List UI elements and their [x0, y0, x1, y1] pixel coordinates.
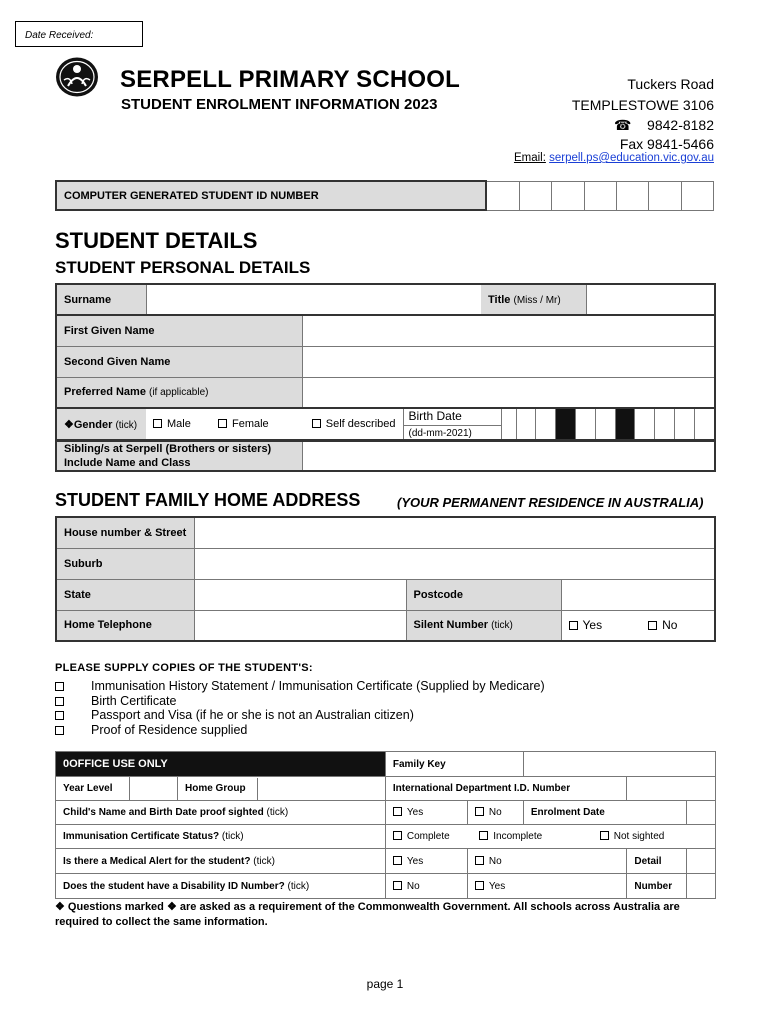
document-item[interactable]: Birth Certificate [55, 694, 176, 708]
student-id-label: COMPUTER GENERATED STUDENT ID NUMBER [56, 181, 486, 210]
student-id-digit[interactable] [519, 181, 551, 210]
date-received-box: Date Received: [15, 21, 143, 47]
checkbox-icon[interactable] [55, 697, 64, 706]
gender-male-option[interactable]: Male [146, 408, 211, 440]
checkbox-icon[interactable] [393, 856, 402, 865]
checkbox-icon[interactable] [479, 831, 488, 840]
sibling-row [55, 440, 716, 472]
intl-id-input[interactable] [627, 777, 716, 801]
medical-alert-yes[interactable]: Yes [385, 849, 467, 874]
family-key-input[interactable] [523, 752, 715, 777]
medical-detail-label: Detail [627, 849, 687, 874]
checkbox-icon[interactable] [55, 726, 64, 735]
checkbox-icon[interactable] [600, 831, 609, 840]
immunisation-label: Immunisation Certificate Status? (tick) [56, 825, 386, 849]
disability-no[interactable]: No [385, 874, 467, 899]
intl-id-label: International Department I.D. Number [385, 777, 626, 801]
state-input[interactable] [194, 579, 406, 610]
gender-row [55, 407, 716, 441]
phone-icon: ☎ [614, 117, 632, 133]
checkbox-icon[interactable] [55, 711, 64, 720]
silent-yes-option[interactable]: Yes [561, 610, 641, 641]
home-address-heading: STUDENT FAMILY HOME ADDRESS [55, 490, 361, 510]
immunisation-incomplete[interactable]: Incomplete [479, 831, 542, 842]
birth-date-digit[interactable] [675, 408, 695, 440]
year-level-input[interactable] [130, 777, 178, 801]
student-id-digit[interactable] [486, 181, 519, 210]
silent-number-label: Silent Number (tick) [406, 610, 561, 641]
preferred-name-input[interactable] [302, 377, 715, 408]
checkbox-icon[interactable] [393, 807, 402, 816]
street-input[interactable] [194, 517, 715, 548]
student-id-digit[interactable] [649, 181, 681, 210]
street-label: House number & Street [56, 517, 194, 548]
surname-input[interactable] [146, 284, 481, 315]
checkbox-icon[interactable] [393, 881, 402, 890]
checkbox-icon[interactable] [153, 419, 162, 428]
student-id-digit[interactable] [616, 181, 648, 210]
second-name-label: Second Given Name [56, 346, 302, 377]
student-id-table [55, 180, 714, 211]
office-use-table [55, 751, 716, 899]
checkbox-icon[interactable] [312, 419, 321, 428]
document-item[interactable]: Passport and Visa (if he or she is not an Australian citizen) [55, 708, 414, 722]
school-logo-icon [54, 56, 100, 98]
home-phone-label: Home Telephone [56, 610, 194, 641]
birth-date-digit[interactable] [575, 408, 595, 440]
personal-details-heading: STUDENT PERSONAL DETAILS [55, 258, 311, 277]
student-id-digit[interactable] [681, 181, 713, 210]
suburb-input[interactable] [194, 548, 715, 579]
home-group-label: Home Group [178, 777, 386, 801]
enrolment-date-label: Enrolment Date [523, 801, 686, 825]
title-label: Title (Miss / Mr) [481, 284, 586, 315]
address-table [55, 516, 716, 642]
student-details-heading: STUDENT DETAILS [55, 228, 258, 253]
footnote: ❖ Questions marked ❖ are asked as a requirement of the Commonwealth Government. All schools across Australia are required to collect the same information. [55, 901, 680, 928]
medical-alert-no[interactable]: No [467, 849, 626, 874]
name-fields-table [55, 314, 716, 409]
address-line-1: Tuckers Road [627, 76, 714, 92]
documents-heading: PLEASE SUPPLY COPIES OF THE STUDENT'S: [55, 662, 313, 674]
preferred-name-label: Preferred Name (if applicable) [56, 377, 302, 408]
enrolment-date-input[interactable] [687, 801, 716, 825]
birth-proof-no[interactable]: No [467, 801, 523, 825]
sibling-input[interactable] [302, 441, 715, 471]
checkbox-icon[interactable] [55, 682, 64, 691]
checkbox-icon[interactable] [475, 881, 484, 890]
suburb-label: Suburb [56, 548, 194, 579]
birth-date-separator [556, 408, 576, 440]
disability-label: Does the student have a Disability ID Number? (tick) [56, 874, 386, 899]
office-use-title: 0OFFICE USE ONLY [56, 752, 386, 777]
medical-alert-label: Is there a Medical Alert for the student? (tick) [56, 849, 386, 874]
student-id-digit[interactable] [584, 181, 616, 210]
silent-no-option[interactable]: No [641, 610, 715, 641]
immunisation-options [385, 825, 715, 849]
checkbox-icon[interactable] [218, 419, 227, 428]
immunisation-not-sighted[interactable]: Not sighted [600, 831, 665, 842]
birth-proof-yes[interactable]: Yes [385, 801, 467, 825]
home-phone-input[interactable] [194, 610, 406, 641]
phone-line [614, 117, 714, 134]
email-line [514, 152, 714, 164]
birth-date-separator [615, 408, 635, 440]
disability-number-label: Number [627, 874, 687, 899]
birth-proof-label: Child's Name and Birth Date proof sighted (tick) [56, 801, 386, 825]
home-address-note: (YOUR PERMANENT RESIDENCE IN AUSTRALIA) [397, 495, 704, 510]
gender-female-option[interactable]: Female [211, 408, 301, 440]
surname-label: Surname [56, 284, 146, 315]
state-label: State [56, 579, 194, 610]
title-input[interactable] [586, 284, 715, 315]
birth-date-digit[interactable] [655, 408, 675, 440]
birth-date-digit[interactable] [536, 408, 556, 440]
student-id-digit[interactable] [552, 181, 584, 210]
fax-line: Fax 9841-5466 [619, 136, 714, 152]
family-key-label: Family Key [385, 752, 523, 777]
gender-label: ❖Gender (tick) [56, 408, 146, 440]
second-name-input[interactable] [302, 346, 715, 377]
first-name-input[interactable] [302, 315, 715, 346]
disability-number-input[interactable] [687, 874, 716, 899]
birth-date-digit[interactable] [635, 408, 655, 440]
personal-details-table [55, 283, 716, 316]
page-number: page 1 [366, 977, 404, 991]
gender-self-option[interactable]: Self described [301, 408, 403, 440]
birth-date-digit[interactable] [694, 408, 715, 440]
checkbox-icon[interactable] [393, 831, 402, 840]
first-name-label: First Given Name [56, 315, 302, 346]
checkbox-icon[interactable] [475, 807, 484, 816]
address-line-2: TEMPLESTOWE 3106 [571, 97, 714, 113]
checkbox-icon[interactable] [648, 621, 657, 630]
email-link[interactable]: serpell.ps@education.vic.gov.au [549, 152, 714, 164]
school-name: SERPELL PRIMARY SCHOOL [120, 66, 461, 93]
email-label: Email: [513, 152, 546, 164]
postcode-label: Postcode [406, 579, 561, 610]
document-item[interactable]: Immunisation History Statement / Immunisation Certificate (Supplied by Medicare) [55, 679, 545, 693]
birth-date-digit[interactable] [595, 408, 615, 440]
checkbox-icon[interactable] [475, 856, 484, 865]
checkbox-icon[interactable] [569, 621, 578, 630]
disability-yes[interactable]: Yes [467, 874, 626, 899]
sibling-label: Sibling/s at Serpell (Brothers or sisters) Include Name and Class [56, 441, 302, 471]
year-level-label: Year Level [56, 777, 130, 801]
birth-date-label: Birth Date (dd-mm-2021) [403, 408, 501, 440]
postcode-input[interactable] [561, 579, 715, 610]
birth-date-digit[interactable] [516, 408, 536, 440]
immunisation-complete[interactable]: Complete [393, 831, 450, 842]
form-title: STUDENT ENROLMENT INFORMATION 2023 [121, 96, 438, 113]
medical-detail-input[interactable] [687, 849, 716, 874]
document-item[interactable]: Proof of Residence supplied [55, 723, 247, 737]
phone-number: 9842-8182 [647, 117, 714, 133]
